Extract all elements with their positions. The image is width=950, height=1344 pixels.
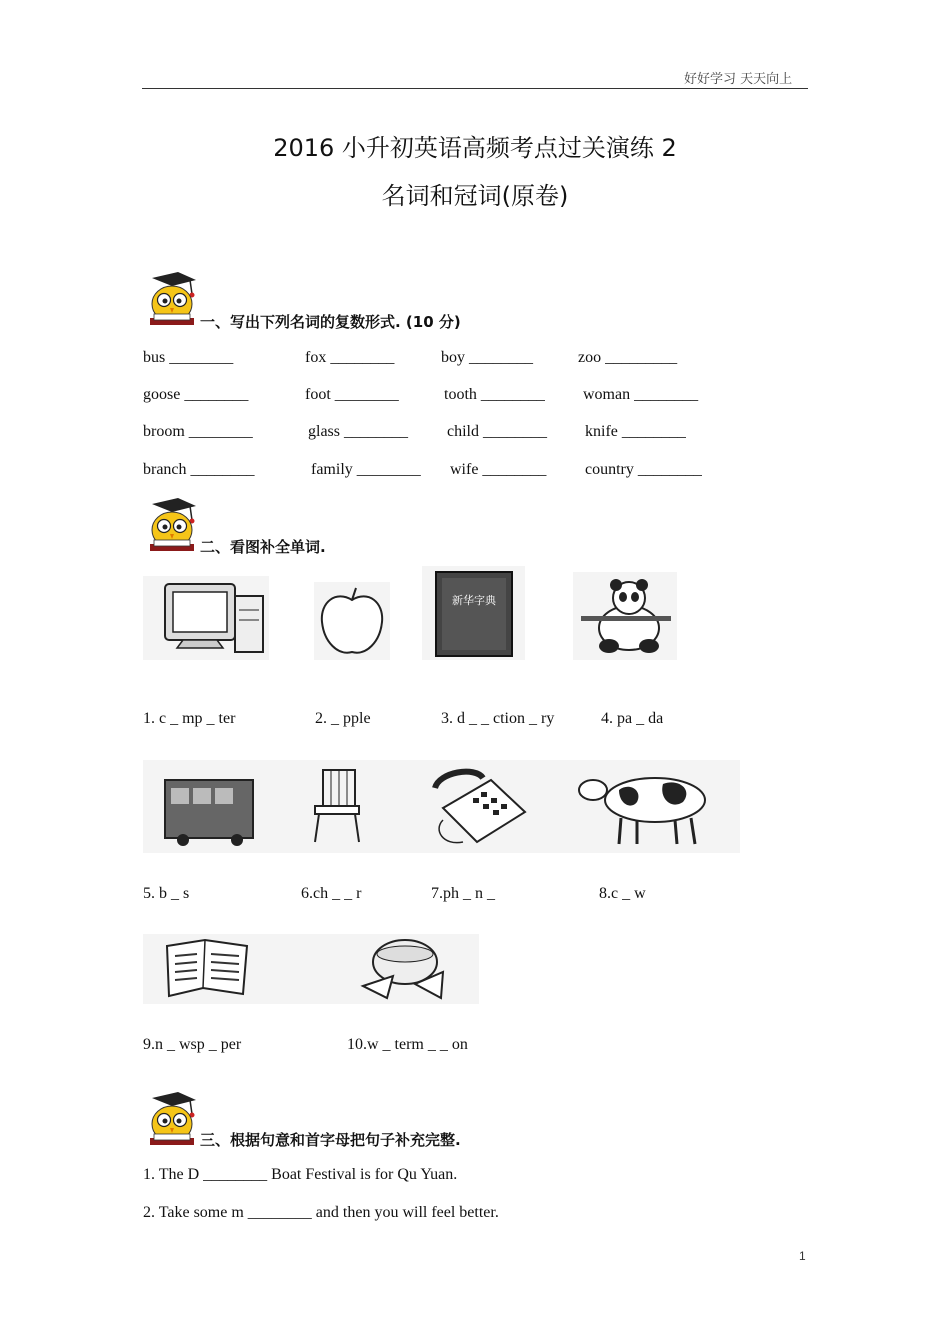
answer-blank[interactable]: boy ________ — [441, 349, 533, 366]
answer-blank[interactable]: wife ________ — [450, 461, 547, 478]
dictionary-title: 新华字典 — [452, 594, 496, 607]
page-subtitle: 名词和冠词(原卷) — [381, 182, 569, 210]
answer-blank[interactable]: knife ________ — [585, 423, 686, 440]
panda-picture — [573, 572, 677, 660]
computer-picture — [143, 576, 269, 660]
word-blank[interactable]: 1. c _ mp _ ter — [143, 710, 236, 727]
newspaper-picture — [167, 940, 247, 996]
answer-blank[interactable]: country ________ — [585, 461, 702, 478]
answer-blank[interactable]: bus ________ — [143, 349, 234, 366]
telephone-picture — [435, 772, 525, 843]
answer-blank[interactable]: woman ________ — [583, 386, 699, 403]
answer-blank[interactable]: zoo _________ — [578, 349, 678, 366]
mascot-icon — [142, 496, 202, 554]
header-rule — [142, 88, 808, 89]
section3-heading: 三、根据句意和首字母把句子补充完整. — [200, 1131, 461, 1149]
cow-picture — [579, 778, 705, 844]
mascot-icon — [142, 270, 202, 328]
word-blank[interactable]: 4. pa _ da — [601, 710, 664, 727]
page-title: 2016 小升初英语高频考点过关演练 2 — [273, 134, 677, 162]
page-number: 1 — [799, 1249, 806, 1263]
picture-strip-bus-chair-phone-cow — [143, 760, 740, 853]
answer-blank[interactable]: goose ________ — [143, 386, 249, 403]
header-motto: 好好学习 天天向上 — [684, 72, 793, 87]
mascot-icon — [142, 1090, 202, 1148]
sentence-item[interactable]: 1. The D ________ Boat Festival is for Qu Yuan. — [143, 1166, 458, 1183]
bus-picture — [165, 780, 253, 846]
word-blank[interactable]: 3. d _ _ ction _ ry — [441, 710, 555, 727]
word-blank[interactable]: 2. _ pple — [315, 710, 371, 727]
answer-blank[interactable]: glass ________ — [308, 423, 408, 440]
word-blank[interactable]: 6.ch _ _ r — [301, 885, 362, 902]
word-blank[interactable]: 8.c _ w — [599, 885, 646, 902]
word-blank[interactable]: 7.ph _ n _ — [431, 885, 495, 902]
section2-heading: 二、看图补全单词. — [200, 538, 326, 556]
answer-blank[interactable]: tooth ________ — [444, 386, 545, 403]
apple-picture — [314, 582, 390, 660]
answer-blank[interactable]: broom ________ — [143, 423, 253, 440]
word-blank[interactable]: 9.n _ wsp _ per — [143, 1036, 242, 1053]
answer-blank[interactable]: family ________ — [311, 461, 421, 478]
word-blank[interactable]: 5. b _ s — [143, 885, 190, 902]
section1-heading: 一、写出下列名词的复数形式. (10 分) — [200, 313, 461, 331]
sentence-item[interactable]: 2. Take some m ________ and then you will feel better. — [143, 1204, 499, 1221]
chair-picture — [315, 770, 359, 842]
watermelon-picture — [363, 940, 443, 998]
word-blank[interactable]: 10.w _ term _ _ on — [347, 1036, 468, 1053]
answer-blank[interactable]: fox ________ — [305, 349, 395, 366]
answer-blank[interactable]: branch ________ — [143, 461, 255, 478]
answer-blank[interactable]: foot ________ — [305, 386, 399, 403]
dictionary-picture — [422, 566, 525, 660]
answer-blank[interactable]: child ________ — [447, 423, 547, 440]
picture-strip-newspaper-watermelon — [143, 934, 479, 1004]
